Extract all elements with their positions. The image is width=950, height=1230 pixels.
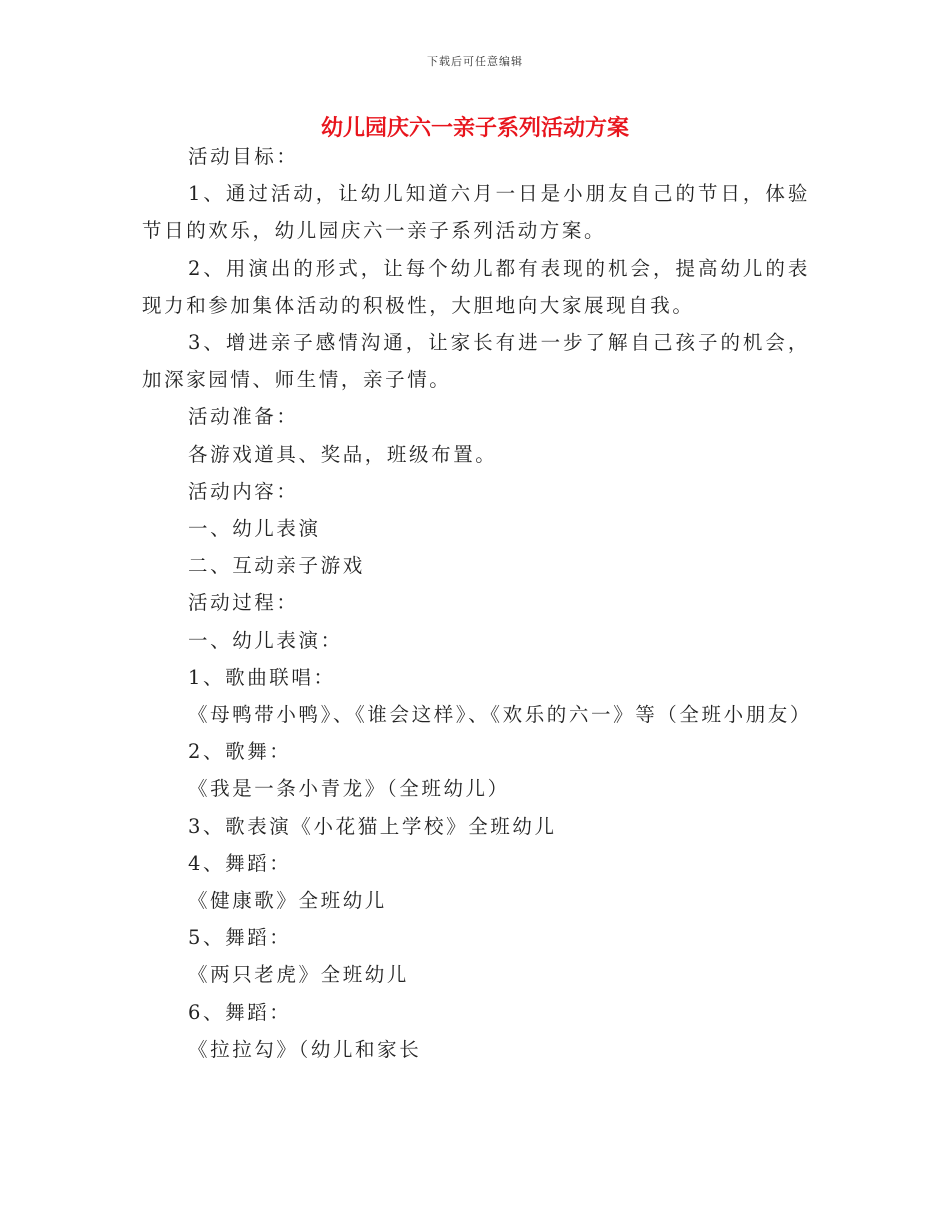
paragraph: 《我是一条小青龙》（全班幼儿） [188,777,510,801]
section-heading-preparation: 活动准备： [188,405,299,429]
document-title: 幼儿园庆六一亲子系列活动方案 [320,116,629,141]
list-item: 一、幼儿表演 [188,517,321,541]
list-item: 5、舞蹈： [188,926,292,950]
paragraph: 各游戏道具、奖品，班级布置。 [188,442,498,466]
paragraph: 1、通过活动，让幼儿知道六月一日是小朋友自己的节日，体验节日的欢乐，幼儿园庆六一亲子系列活动方案。 [142,182,810,243]
paragraph: 《拉拉勾》（幼儿和家长 [188,1037,422,1061]
list-item: 1、歌曲联唱： [188,665,336,689]
list-item: 二、互动亲子游戏 [188,554,365,578]
list-item: 一、幼儿表演： [188,628,343,652]
paragraph: 《母鸭带小鸭》、《谁会这样》、《欢乐的六一》等（全班小朋友） [188,703,813,727]
list-item: 3、歌表演《小花猫上学校》全班幼儿 [188,814,557,838]
paragraph: 2、用演出的形式，让每个幼儿都有表现的机会，提高幼儿的表现力和参加集体活动的积极性，大胆地向大家展现自我。 [142,256,810,317]
section-heading-goals: 活动目标： [188,145,299,168]
paragraph: 《两只老虎》全班幼儿 [188,963,410,987]
paragraph: 3、增进亲子感情沟通，让家长有进一步了解自己孩子的机会，加深家园情、师生情，亲子情。 [142,331,810,392]
paragraph: 《健康歌》全班幼儿 [188,889,387,913]
list-item: 4、舞蹈： [188,851,292,875]
document-body [142,138,813,1068]
header-note: 下载后可任意编辑 [427,55,523,68]
list-item: 6、舞蹈： [188,1000,292,1024]
list-item: 2、歌舞： [188,740,292,764]
section-heading-content: 活动内容： [188,479,299,503]
section-heading-process: 活动过程： [188,591,299,615]
